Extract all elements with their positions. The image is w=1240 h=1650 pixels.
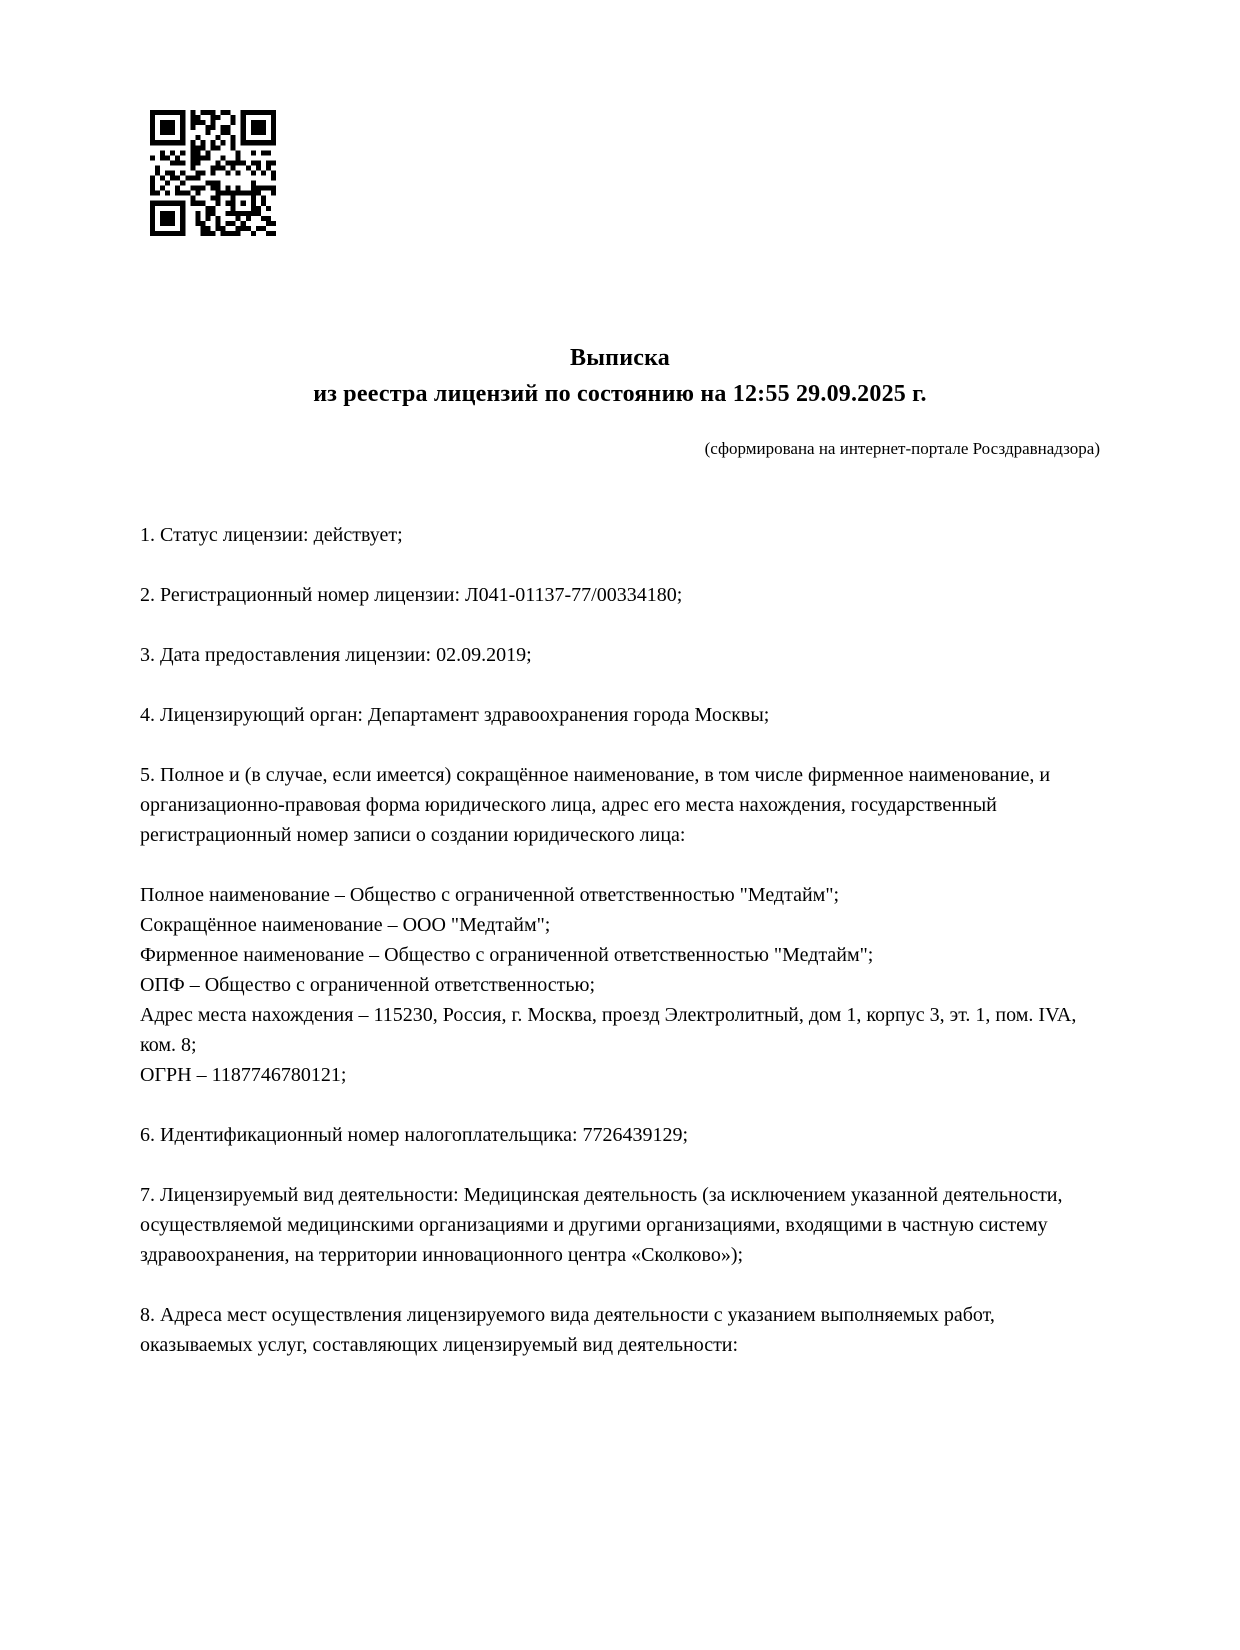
- ogrn-line: ОГРН – 1187746780121;: [140, 1064, 347, 1086]
- item-7-licensed-activity: 7. Лицензируемый вид деятельности: Медицинская деятельность (за исключением указанной деятельности, осуществляемой медицинскими организациями и другими организациями, входящими в частную систему здравоохранения, на территории инновационного центра «Сколково»);: [140, 1184, 1063, 1266]
- item-6-taxpayer-number: 6. Идентификационный номер налогоплательщика: 7726439129;: [140, 1124, 689, 1146]
- title-line-2: из реестра лицензий по состоянию на 12:55 29.09.2025 г.: [313, 381, 927, 407]
- legal-form-line: ОПФ – Общество с ограниченной ответственностью;: [140, 974, 596, 996]
- document-body: [140, 520, 1100, 1360]
- item-4-licensing-authority: 4. Лицензирующий орган: Департамент здравоохранения города Москвы;: [140, 704, 770, 726]
- item-1-license-status: 1. Статус лицензии: действует;: [140, 524, 403, 546]
- item-8-activity-addresses-heading: 8. Адреса мест осуществления лицензируемого вида деятельности с указанием выполняемых работ, оказываемых услуг, составляющих лицензируемый вид деятельности:: [140, 1304, 995, 1356]
- legal-entity-details: [140, 880, 1100, 1090]
- title-line-1: Выписка: [570, 345, 670, 371]
- document-subtitle: (сформирована на интернет-портале Росздравнадзора): [704, 439, 1100, 458]
- full-name-line: Полное наименование – Общество с ограниченной ответственностью "Медтайм";: [140, 884, 840, 906]
- short-name-line: Сокращённое наименование – ООО "Медтайм";: [140, 914, 551, 936]
- item-3-grant-date: 3. Дата предоставления лицензии: 02.09.2019;: [140, 644, 532, 666]
- address-line: Адрес места нахождения – 115230, Россия, г. Москва, проезд Электролитный, дом 1, корпус 3, эт. 1, пом. IVA, ком. 8;: [140, 1004, 1077, 1056]
- brand-name-line: Фирменное наименование – Общество с ограниченной ответственностью "Медтайм";: [140, 944, 874, 966]
- item-5-entity-name-heading: 5. Полное и (в случае, если имеется) сокращённое наименование, в том числе фирменное наименование, и организационно-правовая форма юридического лица, адрес его места нахождения, государственный регистрационный номер записи о создании юридического лица:: [140, 764, 1051, 846]
- document-title: [140, 340, 1100, 412]
- item-2-registration-number: 2. Регистрационный номер лицензии: Л041-01137-77/00334180;: [140, 584, 683, 606]
